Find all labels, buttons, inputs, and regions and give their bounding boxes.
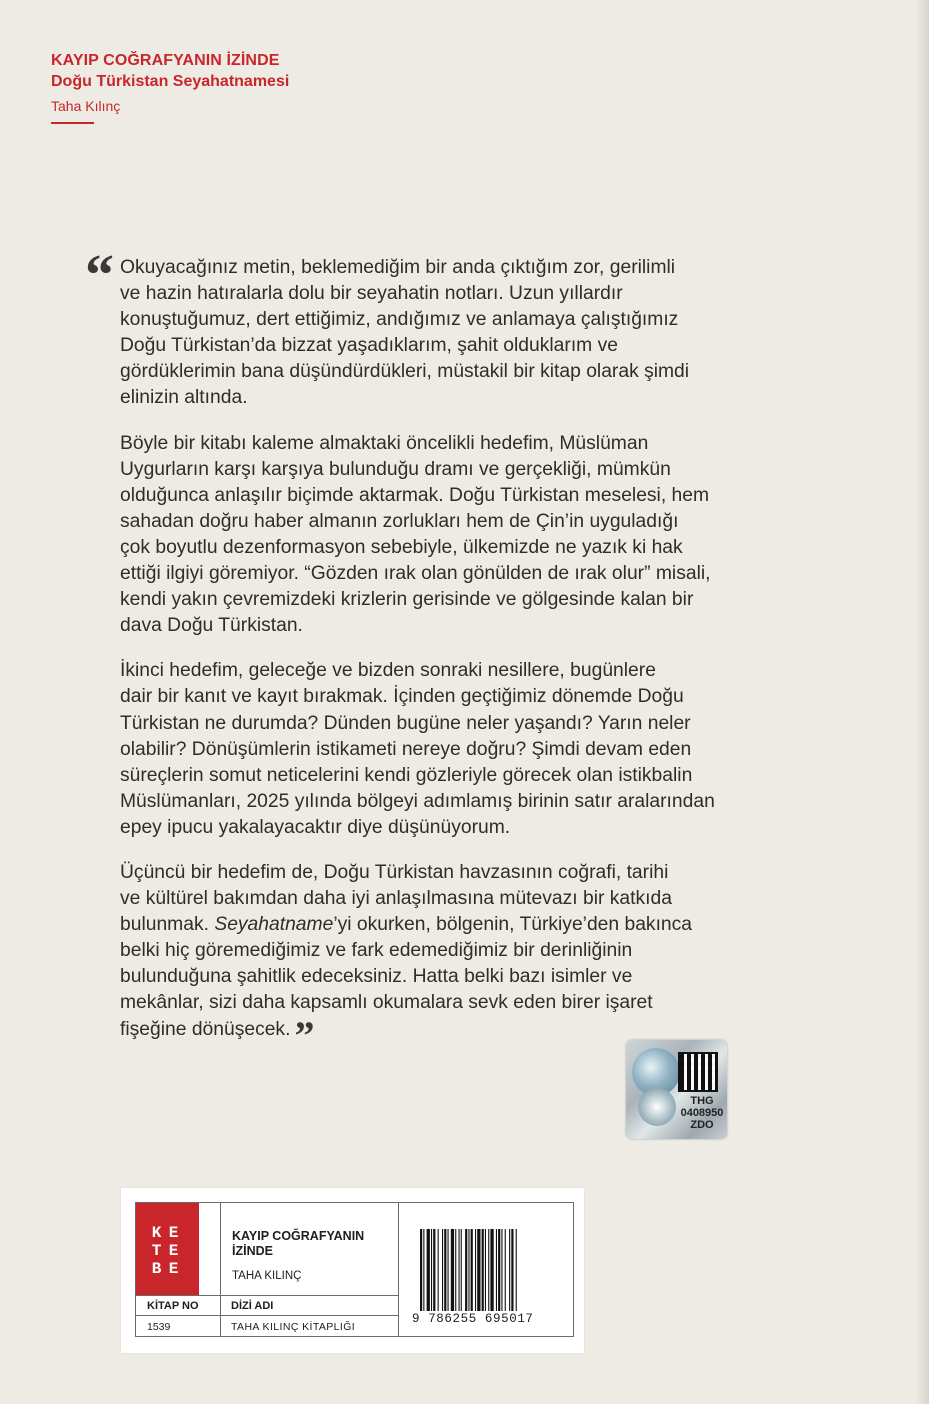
- logo-letter: E: [168, 1224, 179, 1242]
- blurb-paragraph-1: [120, 255, 840, 412]
- label-title-line: KAYIP COĞRAFYANIN: [232, 1229, 365, 1243]
- barcode-bar: [427, 1229, 430, 1311]
- text-line: bulunduğuna şahitlik edeceksiniz. Hatta belki bazı isimler ve: [120, 966, 633, 988]
- barcode-bar: [442, 1229, 443, 1311]
- isbn-barcode: [420, 1229, 560, 1311]
- dizi-adi-label: DİZİ ADI: [231, 1300, 274, 1312]
- page-edge-shadow: [915, 0, 929, 1404]
- logo-row: [151, 1225, 179, 1241]
- text-line: elinizin altında.: [120, 387, 248, 409]
- barcode-bar: [438, 1229, 439, 1311]
- barcode-bar: [496, 1229, 497, 1311]
- text-line: ve hazin hatıralarla dolu bir seyahatin notları. Uzun yıllardır: [120, 283, 623, 305]
- label-title-line: İZİNDE: [232, 1244, 273, 1258]
- logo-letter: T: [151, 1242, 162, 1260]
- logo-letter: E: [168, 1242, 179, 1260]
- logo-letter: K: [151, 1224, 162, 1242]
- text-line: olduğunca anlaşılır biçimde aktarmak. Doğu Türkistan meselesi, hem: [120, 484, 710, 506]
- hologram-swirl-icon: [638, 1088, 676, 1126]
- label-table: [135, 1202, 574, 1337]
- text-line: Doğu Türkistan’da bizzat yaşadıklarım, şahit olduklarım ve: [120, 335, 618, 357]
- text-segment: fişeğine dönüşecek.: [120, 1018, 291, 1040]
- text-line: çok boyutlu dezenformasyon sebebiyle, ülkemizde ne yazık ki hak: [120, 536, 683, 558]
- hologram-code-line: 0408950: [680, 1107, 724, 1119]
- ketebe-logo: [136, 1203, 199, 1295]
- barcode-bar: [501, 1229, 502, 1311]
- barcode-bar: [461, 1229, 462, 1311]
- table-divider: [136, 1295, 398, 1296]
- close-quote-mark: ”: [294, 1012, 315, 1058]
- hologram-code: [678, 1095, 726, 1131]
- text-line: epey ipucu yakalayacaktır diye düşünüyorum.: [120, 816, 511, 838]
- publisher-label: [121, 1188, 584, 1353]
- text-line: süreçlerin somut neticelerini kendi gözleriyle görecek olan istikbalin: [120, 764, 693, 786]
- text-line: Okuyacağınız metin, beklemediğim bir anda çıktığım zor, gerilimli: [120, 257, 676, 278]
- qr-code-icon: [678, 1052, 718, 1092]
- book-subtitle: Doğu Türkistan Seyahatnamesi: [51, 73, 290, 90]
- text-line: olabilir? Dönüşümlerin istikameti nereye doğru? Şimdi devam eden: [120, 738, 692, 760]
- logo-row: [151, 1243, 179, 1259]
- barcode-bar: [516, 1229, 517, 1311]
- barcode-bar: [485, 1229, 486, 1311]
- label-book-title: [232, 1229, 364, 1259]
- text-line: Üçüncü bir hedefim de, Doğu Türkistan havzasının coğrafi, tarihi: [120, 861, 669, 883]
- text-line: dair bir kanıt ve kayıt bırakmak. İçinden geçtiğimiz dönemde Doğu: [120, 686, 684, 708]
- barcode-bar: [468, 1229, 469, 1311]
- security-hologram-sticker: [626, 1040, 727, 1139]
- barcode-bar: [459, 1229, 460, 1311]
- blurb-paragraph-4: [120, 860, 840, 1058]
- hologram-code-line: THG: [690, 1095, 714, 1107]
- kitap-no-label: KİTAP NO: [147, 1300, 199, 1312]
- open-quote-mark: “: [85, 242, 114, 307]
- blurb-paragraph-3: [120, 658, 840, 841]
- italic-book-name: Seyahatname: [214, 914, 334, 936]
- barcode-bar: [509, 1229, 510, 1311]
- barcode-bar: [444, 1229, 446, 1311]
- text-segment: bulunmak.: [120, 914, 215, 936]
- hologram-code-line: ZDO: [690, 1119, 714, 1131]
- text-line: İkinci hedefim, geleceğe ve bizden sonraki nesillere, bugünlere: [120, 660, 656, 682]
- text-line: mekânlar, sizi daha kapsamlı okumalara sevk eden birer işaret: [120, 992, 653, 1014]
- barcode-bar: [420, 1229, 422, 1311]
- barcode-bar: [505, 1229, 506, 1311]
- barcode-bar: [455, 1229, 456, 1311]
- text-line: ve kültürel bakımdan daha iyi anlaşılmasına mütevazı bir katkıda: [120, 888, 672, 910]
- logo-letter: E: [168, 1260, 179, 1278]
- text-line: konuştuğumuz, dert ettiğimiz, andığımız ve anlamaya çalıştığımız: [120, 309, 679, 331]
- barcode-bar: [511, 1229, 513, 1311]
- text-line: Uygurların karşı karşıya bulunduğu dramı ve gerçekliği, mümkün: [120, 458, 671, 480]
- table-divider: [220, 1203, 221, 1337]
- text-line: gördüklerimin bana düşündürdükleri, müstakil bir kitap olarak şimdi: [120, 361, 690, 383]
- text-line: [120, 912, 840, 938]
- book-author: Taha Kılınç: [51, 98, 121, 114]
- barcode-bar: [448, 1229, 449, 1311]
- isbn-number: 9 786255 695017: [412, 1312, 534, 1326]
- barcode-bar: [423, 1229, 424, 1311]
- text-line: kendi yakın çevremizdeki krizlerin gerisinde ve gölgesinde kalan bir: [120, 589, 694, 611]
- barcode-bar: [465, 1229, 467, 1311]
- blurb-paragraph-2: [120, 431, 840, 640]
- text-segment: ’yi okurken, bölgenin, Türkiye’den bakınca: [333, 914, 693, 936]
- barcode-bar: [433, 1229, 435, 1311]
- book-title: KAYIP COĞRAFYANIN İZİNDE: [51, 52, 280, 69]
- logo-letter: B: [151, 1260, 162, 1278]
- barcode-bar: [498, 1229, 500, 1311]
- table-divider: [136, 1315, 398, 1316]
- barcode-bar: [451, 1229, 454, 1311]
- barcode-bar: [482, 1229, 484, 1311]
- header-divider: [51, 122, 94, 124]
- dizi-adi-value: TAHA KILINÇ KİTAPLIĞI: [231, 1321, 356, 1333]
- barcode-bar: [431, 1229, 432, 1311]
- barcode-bar: [475, 1229, 476, 1311]
- book-header: [51, 50, 289, 124]
- label-author: TAHA KILINÇ: [232, 1270, 302, 1282]
- text-line: Türkistan ne durumda? Dünden bugüne neler yaşandı? Yarın neler: [120, 712, 691, 734]
- text-line: Müslümanları, 2025 yılında bölgeyi adımlamış birinin satır aralarından: [120, 790, 715, 812]
- text-line: ettiği ilgiyi göremiyor. “Gözden ırak olan gönülden de ırak olur” misali,: [120, 563, 711, 585]
- text-line: Böyle bir kitabı kaleme almaktaki öncelikli hedefim, Müslüman: [120, 432, 649, 454]
- back-cover-blurb: [120, 255, 840, 1062]
- table-divider: [398, 1203, 399, 1337]
- text-line: belki hiç göremediğimiz ve fark edemediğimiz bir derinliğinin: [120, 940, 633, 962]
- barcode-bar: [488, 1229, 489, 1311]
- text-line: [120, 1012, 840, 1058]
- kitap-no-value: 1539: [147, 1321, 171, 1333]
- text-line: dava Doğu Türkistan.: [120, 615, 303, 637]
- barcode-bar: [477, 1229, 480, 1311]
- text-line: sahadan doğru haber almanın zorlukları hem de Çin’in uyguladığı: [120, 510, 679, 532]
- logo-row: [151, 1261, 179, 1277]
- barcode-bar: [471, 1229, 473, 1311]
- barcode-bar: [490, 1229, 493, 1311]
